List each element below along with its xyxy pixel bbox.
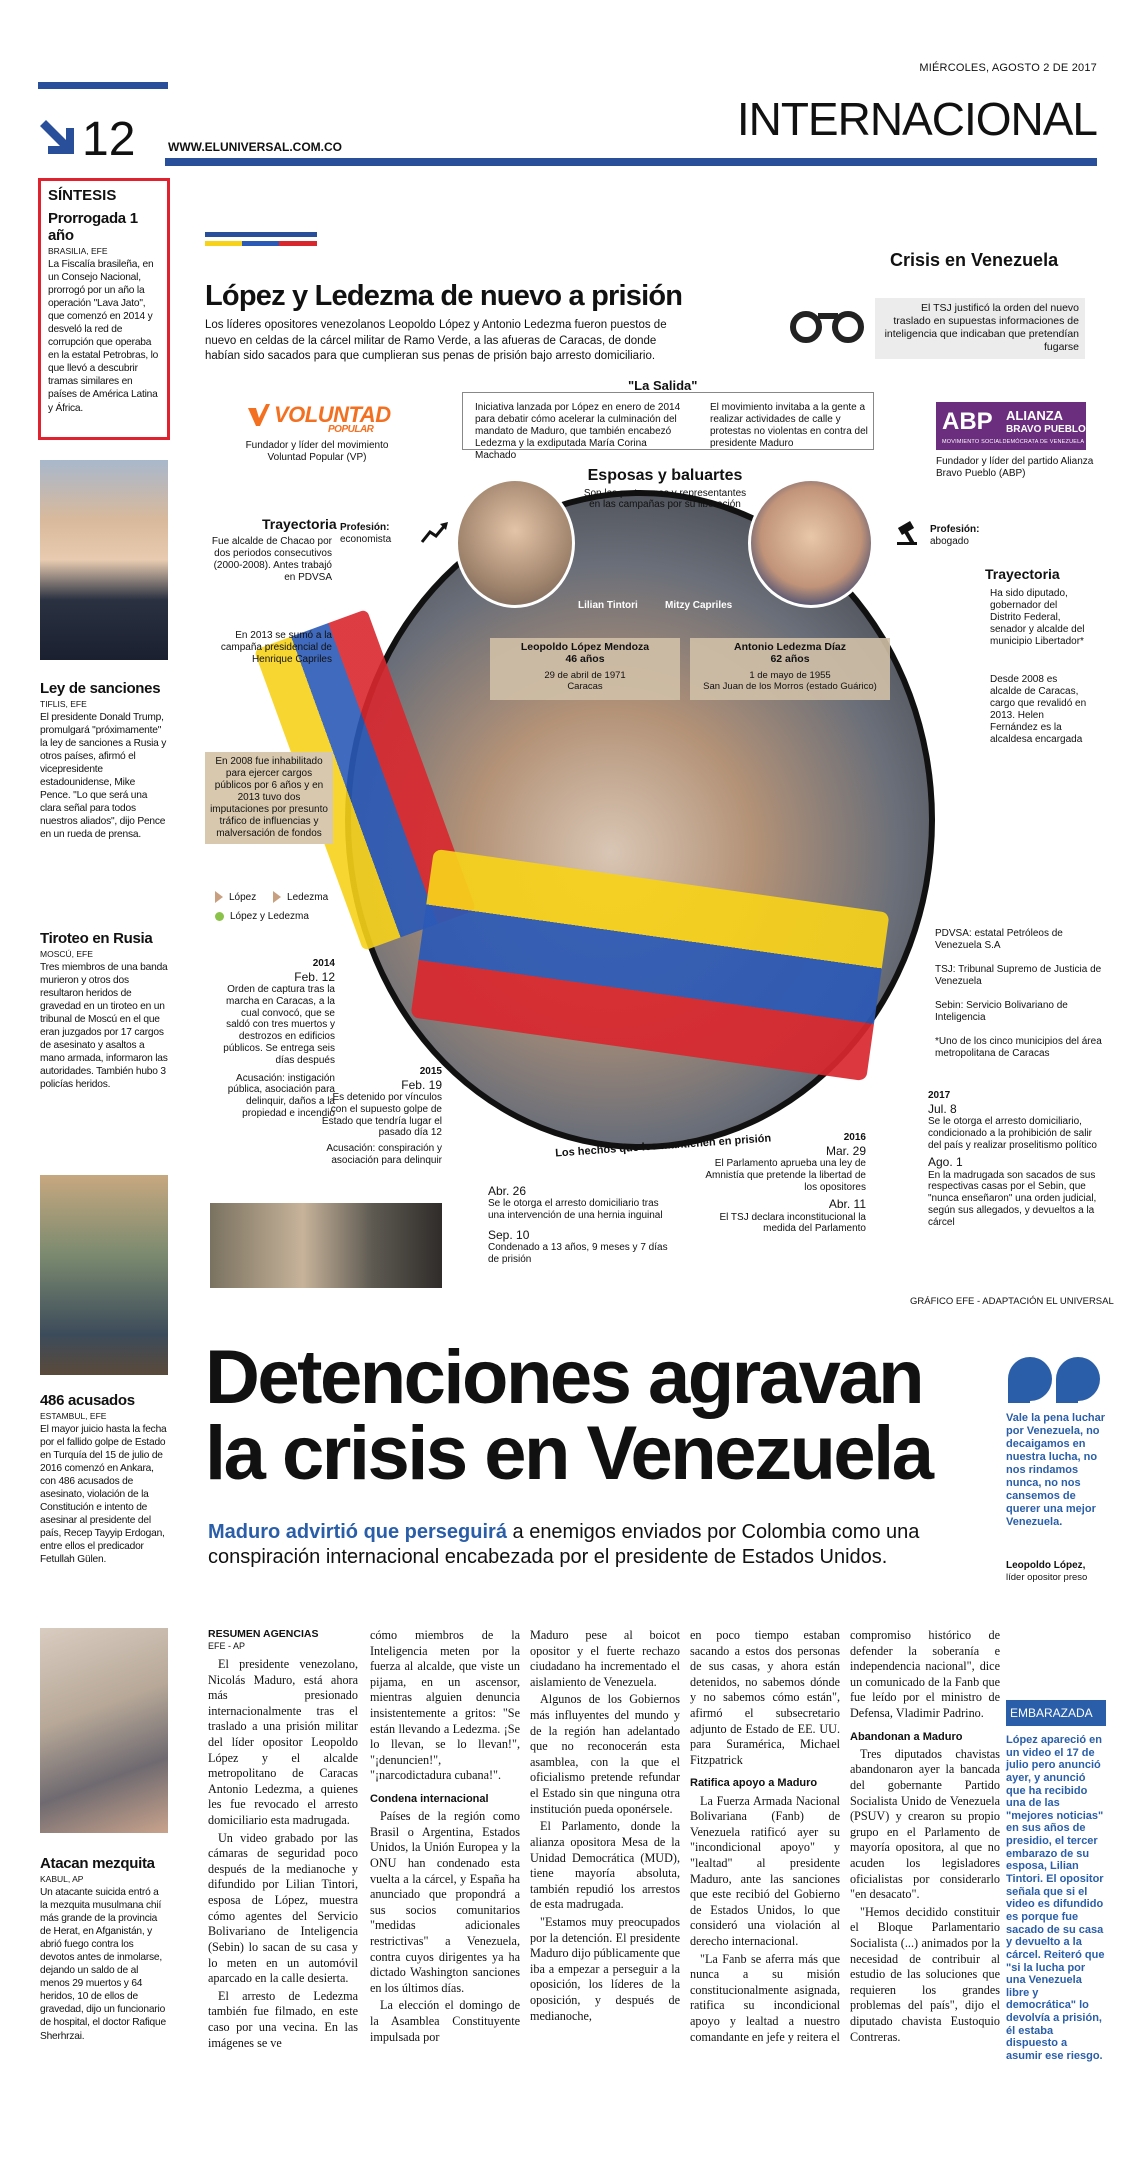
accused-photo: [40, 1175, 168, 1375]
brief-body: El mayor juicio hasta la fecha por el fallido golpe de Estado en Turquía del 15 de julio de 2016 comenzó en Ankara, con 486 acusados de asesinato, violación de la Constitución e intento de asesinar al presidente del país, Recep Tayyip Erdogan, entre ellos el predicador Fetullah Gülen.: [40, 1424, 167, 1566]
timeline-legend: [215, 888, 328, 926]
paragraph: Países de la región como Brasil o Argentina, Estados Unidos, la Unión Europea y la ONU han condenado esta vuelta a la cárcel, y España ha anunciado que propondrá a sus socios comunitarios "medidas adicionales restrictivas" a Venezuela, contra cuyos dirigentes ya ha dictado Washington sanciones en los últimos días.: [370, 1809, 520, 1995]
brief-dateline: KABUL, AP: [40, 1874, 84, 1884]
timeline-text: Se le otorga el arresto domiciliario tras una intervención de una hernia inguinal: [488, 1198, 663, 1221]
brief-dateline: MOSCÚ, EFE: [40, 949, 93, 959]
paragraph: Un video grabado por las cámaras de seguridad poco después de la medianoche y difundido por Lilian Tintori, esposa de López, muestra cómo agentes del Servicio Bolivariano de Inteligencia (Sebin) lo sacan de su casa y lo meten en un automóvil aparcado en la calle desierta.: [208, 1830, 358, 1986]
lopez-city: Caracas: [567, 681, 603, 693]
subhead: Condena internacional: [370, 1793, 489, 1806]
mitzy-name: Mitzy Capriles: [665, 600, 733, 611]
embarazada-box: [1006, 1700, 1106, 2120]
vp-caption: Fundador y líder del movimiento Voluntad Popular (VP): [245, 440, 389, 463]
ledezma-trayectoria-1: Ha sido diputado, gobernador del Distrito Federal, senador y alcalde del municipio Libertador*: [990, 588, 1085, 647]
quote-role: líder opositor preso: [1006, 1572, 1088, 1583]
timeline-date: Abr. 26: [488, 1184, 527, 1198]
paragraph: cómo miembros de la Inteligencia meten por la fuerza al alcalde, que viste un pijama, en un ascensor, mientras alguien denuncia insistentemente a gritos: "Se están llevando a Ledezma. ¡Se lo llevan, se lo llevan!", "¡denuncien!", "¡narcodictadura cubana!".: [370, 1628, 520, 1783]
vp-check-icon: [248, 404, 270, 426]
glossary: [935, 928, 1105, 1072]
esposas-body: Son las portavoces y representantes en las campañas por su liberación: [583, 487, 747, 511]
main-headline: [205, 1335, 1005, 1496]
abp-logo-tagline: MOVIMIENTO SOCIALDEMÓCRATA DE VENEZUELA: [942, 439, 1085, 445]
story-column-3: [530, 1628, 680, 2026]
timeline-text: En la madrugada son sacados de sus respectivas casas por el Sebin, que "nunca enseñaron" una orden judicial, según sus allegados, y devueltos a la cárcel: [928, 1169, 1097, 1228]
timeline-year: 2014: [312, 958, 335, 969]
story-column-5: [850, 1628, 1000, 2047]
arrow-marker-icon: [273, 891, 281, 903]
abp-logo: [936, 402, 1086, 450]
byline-agency: EFE - AP: [208, 1641, 246, 1652]
timeline-text: Se le otorga el arresto domiciliario, condicionado a la prohibición de salir del país y realizar proselitismo político: [928, 1115, 1097, 1151]
timeline-date: Feb. 19: [401, 1077, 442, 1092]
sidebar-title: SÍNTESIS: [48, 187, 117, 204]
quote-mark-icon: [1006, 1355, 1104, 1403]
abp-caption: Fundador y líder del partido Alianza Bravo Pueblo (ABP): [936, 456, 1094, 479]
lopez-profession: [340, 522, 391, 545]
lilian-tintori-photo: [455, 478, 575, 608]
ledezma-trayectoria-2: Desde 2008 es alcalde de Caracas, cargo que revalidó en 2013. Helen Fernández es la alcaldesa encargada: [990, 674, 1087, 745]
sintesis-box: [38, 178, 170, 440]
profession-label: Profesión:: [340, 522, 390, 533]
flag-bar-venezuela: [205, 241, 317, 246]
embarazada-title: EMBARAZADA: [1006, 1700, 1106, 1726]
brief-dateline: ESTAMBUL, EFE: [40, 1411, 107, 1421]
timeline-text: Condenado a 13 años, 9 meses y 7 días de prisión: [488, 1241, 668, 1265]
timeline-text: Acusación: conspiración y asociación para delinquir: [326, 1143, 442, 1166]
legend-item-both: López y Ledezma: [215, 907, 328, 926]
mitzy-capriles-photo: [748, 478, 874, 608]
lopez-trayectoria-2: En 2013 se sumó a la campaña presidencial de Henrique Capriles: [220, 630, 332, 665]
paragraph: La Fuerza Armada Nacional Bolivariana (Fanb) de Venezuela ratificó ayer su "incondicional apoyo" y "lealtad" al presidente Maduro, ante las sanciones que este recibió del Gobierno de Estados Unidos, lo que consideró una violación al derecho internacional.: [690, 1793, 840, 1949]
ledezma-city: San Juan de los Morros (estado Guárico): [703, 681, 877, 693]
vp-logo-sub: POPULAR: [328, 424, 374, 435]
lopez-born: 29 de abril de 1971: [544, 670, 626, 682]
profession-value: abogado: [930, 535, 969, 547]
infographic-title: López y Ledezma de nuevo a prisión: [205, 280, 683, 312]
story-column-1: [208, 1628, 358, 2053]
byline: RESUMEN AGENCIAS: [208, 1628, 319, 1640]
lopez-profile-box: [490, 638, 680, 700]
timeline-date: Feb. 12: [294, 969, 335, 984]
paragraph: El Parlamento, donde la alianza opositora Mesa de la Unidad Democrática (MUD), tiene mayoría absoluta, también repudió los arrestos de esta madrugada.: [530, 1819, 680, 1912]
paragraph: "Estamos muy preocupados por la detención. El presidente Maduro dijo públicamente que iba a empezar a perseguir a la oposición, los líderes de la oposición, y después de medianoche,: [530, 1914, 680, 2023]
brief-body: Tres miembros de una banda murieron y otros dos resultaron heridos de gravedad en un tiroteo en un tribunal de Moscú en el que eran juzgados por 17 cargos de asesinato y asaltos a mano armada, informaron las autoridades. También hubo 3 policías heridos.: [40, 962, 168, 1091]
glossary-item: Sebin: Servicio Bolivariano de Inteligencia: [935, 1000, 1068, 1023]
esposas-title: Esposas y baluartes: [587, 467, 743, 484]
arrow-down-right-icon: [40, 120, 76, 156]
timeline-text: El TSJ declara inconstitucional la medida del Parlamento: [719, 1211, 866, 1235]
timeline-2017: [928, 1090, 1098, 1228]
timeline-date: Jul. 8: [928, 1101, 957, 1116]
timeline-2015: [320, 1066, 442, 1167]
timeline-text: Orden de captura tras la marcha en Caracas, a la cual convocó, que se saldó con tres muertos y destrozos en edificios públicos. Se entrega seis días después: [223, 983, 335, 1066]
paragraph: La elección el domingo de la Asamblea Constituyente impulsada por: [370, 1998, 520, 2044]
ledezma-profession: [930, 524, 979, 547]
timeline-year: 2016: [843, 1132, 866, 1143]
ledezma-name: Antonio Ledezma Díaz: [733, 641, 846, 653]
lopez-age: 46 años: [565, 652, 605, 665]
header-accent-bar: [38, 82, 168, 89]
brief-dateline: TIFLIS, EFE: [40, 699, 87, 709]
lopez-trayectoria-1: Fue alcalde de Chacao por dos periodos consecutivos (2000-2008). Antes trabajó en PDVSA: [211, 536, 332, 583]
infographic-section-label: Crisis en Venezuela: [890, 250, 1059, 270]
pence-photo: [40, 460, 168, 660]
ledezma-born: 1 de mayo de 1955: [749, 670, 831, 682]
paragraph: Tres diputados chavistas abandonaron ayer la bancada del gobernante Partido Socialista Unido de Venezuela (PSUV) y crearon su propio grupo en el Parlamento de mayoría opositora, al que no acuden los legisladores oficialistas por considerarlo "en desacato".: [850, 1746, 1000, 1902]
esposas-block: [580, 468, 750, 511]
brief-mezquita: [40, 1855, 168, 2043]
brief-tiroteo: [40, 930, 168, 1091]
rally-photo: [210, 1203, 442, 1288]
abp-logo-main: ABP: [942, 408, 993, 435]
subhead: Ratifica apoyo a Maduro: [690, 1777, 818, 1790]
lopez-name: Leopoldo López Mendoza: [520, 641, 650, 653]
glossary-item: *Uno de los cinco municipios del área metropolitana de Caracas: [935, 1036, 1102, 1059]
paragraph: en poco tiempo estaban sacando a estos dos personas de sus casas, y ahora están detenidos, no sabemos dónde y no sabemos cómo están", afirmó el subsecretario adjunto de Estado de EE. UU. para Suramérica, Michael Fitzpatrick: [690, 1628, 840, 1767]
story-deck: [208, 1520, 968, 1570]
profession-label: Profesión:: [930, 524, 980, 535]
timeline-abr-sep: [488, 1184, 668, 1266]
legend-item-lopez: López Ledezma: [215, 888, 328, 907]
paragraph: El arresto de Ledezma también fue filmado, en este caso por una vecina. En las imágenes se ve: [208, 1988, 358, 2050]
tsj-note: El TSJ justificó la orden del nuevo traslado en supuestas informaciones de inteligencia que indicaban que pretendían fugarse: [875, 298, 1085, 359]
arrow-marker-icon: [215, 891, 223, 903]
brief-headline: Prorrogada 1 año: [48, 210, 138, 244]
vp-logo-main: VOLUNTAD: [274, 402, 391, 427]
flag-bars: [205, 232, 317, 250]
timeline-text: Acusación: instigación pública, asociación para delinquir, daños a la propiedad e incendio: [227, 1072, 335, 1119]
deck-lead: Maduro advirtió que perseguirá: [208, 1521, 507, 1543]
brief-dateline: BRASILIA, EFE: [48, 246, 108, 256]
site-url[interactable]: WWW.ELUNIVERSAL.COM.CO: [168, 140, 342, 154]
voluntad-popular-logo: [248, 400, 390, 436]
story-column-2: [370, 1628, 520, 2047]
paragraph: Maduro pese al boicot opositor y el fuerte rechazo ciudadano ha incrementado el aislamiento de Venezuela.: [530, 1628, 680, 1689]
lopez-inhabilitado-box: En 2008 fue inhabilitado para ejercer cargos públicos por 6 años y en 2013 tuvo dos imputaciones por presunto tráfico de influencias y malversación de fondos: [205, 752, 333, 844]
glossary-item: TSJ: Tribunal Supremo de Justicia de Venezuela: [935, 964, 1102, 987]
glossary-item: PDVSA: estatal Petróleos de Venezuela S.A: [935, 928, 1063, 951]
timeline-date: Abr. 11: [828, 1197, 866, 1212]
legend-item-ledezma: Ledezma: [287, 892, 329, 903]
timeline-date: Ago. 1: [928, 1155, 963, 1170]
page-number: 12: [82, 113, 136, 166]
infographic-lead: Los líderes opositores venezolanos Leopoldo López y Antonio Ledezma fueron puestos de nuevo en celdas de la cárcel militar de Ramo Verde, a las afueras de Caracas, de donde habían sido sacados para que cumplieran sus penas de prisión bajo arresto domiciliario.: [205, 319, 667, 363]
timeline-text: El Parlamento aprueba una ley de Amnistía que pretende la libertad de los opositores: [705, 1157, 866, 1193]
graphic-credit: GRÁFICO EFE - ADAPTACIÓN EL UNIVERSAL: [910, 1296, 1114, 1307]
deck-rest: a enemigos enviados por Colombia como una conspiración internacional encabezada por el presidente de Estados Unidos.: [208, 1521, 920, 1568]
flag-bar-blue: [205, 232, 317, 237]
timeline-date: Sep. 10: [488, 1227, 530, 1242]
handcuffs-icon: [788, 305, 868, 345]
timeline-date: Mar. 29: [825, 1143, 866, 1158]
brief-body: El presidente Donald Trump, promulgará "próximamente" la ley de sanciones a Rusia y otros países, afirmó el vicepresidente estadounidense, Mike Pence. "Lo que será una clara señal para todos nuestros aliados", dijo Pence en un rueda de prensa.: [40, 712, 167, 841]
brief-headline: 486 acusados: [40, 1392, 135, 1409]
subhead: Abandonan a Maduro: [850, 1730, 963, 1743]
embarazada-body: López apareció en un video el 17 de julio pero anunció ayer, y anunció que ha recibido una de las "mejores noticias" en sus años de presidio, el tercer embarazo de su esposa, Lilian Tintori. El opositor señala que si el video es difundido es porque fue sacado de su casa y devuelto a la cárcel. Reiteró que "si la lucha por una Venezuela libre y democrática" lo devolvía a prisión, él estaba dispuesto a asumir ese riesgo.: [1006, 1734, 1105, 2063]
timeline-year: 2015: [419, 1066, 442, 1077]
abp-logo-sub2: BRAVO PUEBLO: [1006, 424, 1086, 435]
timeline-text: Es detenido por vínculos con el supuesto golpe de Estado que tendría lugar el pasado día 12: [321, 1091, 442, 1139]
pull-quote: Vale la pena luchar por Venezuela, no decaigamos en nuestra lucha, no nos rindamos nunca, no nos cansemos de querer una mejor Venezuela.: [1006, 1412, 1106, 1528]
paragraph: "La Fanb se aferra más que nunca a su misión constitucionalmente asignada, ratifica su incondicional apoyo y lealtad a nuestro comandante en jefe y reitera el: [690, 1951, 840, 2044]
brief-headline: Tiroteo en Rusia: [40, 930, 153, 947]
headline-line: la crisis en Venezuela: [205, 1411, 932, 1496]
page-date: MIÉRCOLES, AGOSTO 2 DE 2017: [919, 62, 1097, 74]
headline-line: Detenciones agravan: [205, 1335, 923, 1420]
circle-caption: Los hechos que los mantienen en prisión: [554, 1132, 772, 1160]
la-salida-right: El movimiento invitaba a la gente a realizar actividades de calle y protestas no violentas en contra del presidente Maduro: [710, 402, 868, 449]
la-salida-left: Iniciativa lanzada por López en enero de 2014 para debatir cómo acelerar la culminación del mandato de Maduro, que también encabezó Ledezma y la exdiputada María Corina Machado: [475, 402, 681, 461]
section-title: INTERNACIONAL: [736, 93, 1097, 145]
header-rule: [165, 158, 1097, 166]
dot-marker-icon: [215, 912, 224, 921]
timeline-year: 2017: [928, 1090, 951, 1101]
ledezma-profile-box: [690, 638, 890, 700]
quote-author: Leopoldo López,: [1006, 1560, 1086, 1571]
hospital-photo: [40, 1628, 168, 1833]
story-column-4: [690, 1628, 840, 2047]
paragraph: Algunos de los Gobiernos más influyentes del mundo y de la región han adelantado que no reconocerán esta asamblea, con la que el oficialismo pretende refundar el Estado sin que ninguna otra institución pueda oponérsele.: [530, 1692, 680, 1816]
brief-body: Un atacante suicida entró a la mezquita musulmana chií más grande de la provincia de Herat, en Afganistán, y abrió fuego contra los devotos antes de inmolarse, dejando un saldo de al menos 29 muertos y 64 heridos, 10 de ellos de gravedad, dijo un funcionario de hospital, el doctor Rafique Sherhrzai.: [40, 1887, 166, 2042]
chart-trend-icon: [420, 520, 450, 546]
abp-logo-sub1: ALIANZA: [1006, 408, 1064, 423]
paragraph: "Hemos decidido constituir el Bloque Parlamentario Socialista (...) animados por la necesidad de contribuir al estudio de las soluciones que requieren los grandes problemas del país", dijo el diputado chavista Eustoquio Contreras.: [850, 1904, 1000, 2044]
profession-value: economista: [340, 533, 392, 545]
brief-sanciones: [40, 680, 168, 841]
brief-headline: Ley de sanciones: [40, 680, 161, 697]
brief-body: La Fiscalía brasileña, en un Consejo Nacional, prorrogó por un año la operación "Lava Jato", que comenzó en 2014 y desveló la red de corrupción que operaba en la estatal Petrobras, lo que llevó a descubrir tramas similares en países de América Latina y África.: [48, 259, 159, 414]
brief-headline: Atacan mezquita: [40, 1855, 155, 1872]
paragraph: El presidente venezolano, Nicolás Maduro, está ahora más presionado internacionalmente tras el traslado a una prisión militar del líder opositor Leopoldo López y el alcalde metropolitano de Caracas Antonio Ledezma, a quienes les fue revocado el arresto domiciliario esta madrugada.: [208, 1656, 358, 1828]
lilian-name: Lilian Tintori: [578, 600, 638, 611]
gavel-icon: [895, 520, 925, 546]
lopez-trayectoria-title: Trayectoria: [262, 516, 337, 532]
brief-acusados: [40, 1392, 168, 1567]
ledezma-age: 62 años: [770, 652, 810, 665]
ledezma-trayectoria-title: Trayectoria: [985, 566, 1060, 582]
timeline-2014: [215, 958, 335, 1120]
paragraph: compromiso histórico de defender la soberanía e independencia nacional", dice un comunicado de la Fanb que fue leído por el ministro de Defensa, Vladimir Padrino.: [850, 1628, 1000, 1721]
la-salida-title: "La Salida": [628, 378, 698, 393]
